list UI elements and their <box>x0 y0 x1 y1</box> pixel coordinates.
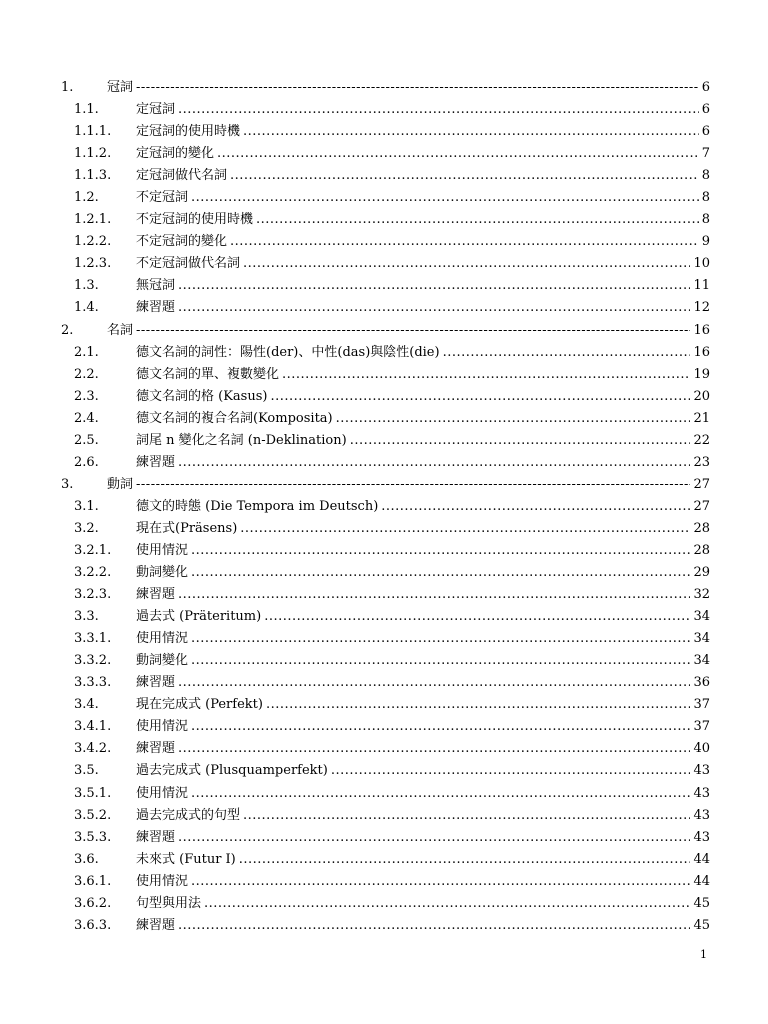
toc-entry-number: 3.6. <box>74 851 99 867</box>
toc-leader-dots <box>178 584 690 606</box>
toc-section-entry[interactable] <box>58 99 710 121</box>
toc-entry-page: 12 <box>693 300 710 316</box>
toc-section-entry[interactable] <box>58 915 710 937</box>
toc-entry-title: 無冠詞 <box>136 278 176 294</box>
toc-section-entry[interactable] <box>58 672 710 694</box>
toc-entry-number: 2.4. <box>74 410 99 426</box>
toc-section-entry[interactable] <box>58 496 710 518</box>
toc-entry-page: 43 <box>693 763 710 779</box>
toc-entry-number: 1.2.3. <box>74 256 112 272</box>
toc-entry-number: 3.5. <box>74 763 99 779</box>
toc-entry-page: 21 <box>693 410 710 426</box>
toc-section-entry[interactable] <box>58 121 710 143</box>
toc-leader-dots <box>191 562 690 584</box>
toc-entry-page: 8 <box>701 190 710 206</box>
toc-entry-title: 不定冠詞的變化 <box>136 234 228 250</box>
toc-entry-title: 定冠詞 <box>136 102 176 118</box>
toc-entry-title: 不定冠詞 <box>136 190 189 206</box>
toc-section-entry[interactable] <box>58 452 710 474</box>
toc-entry-page: 28 <box>693 520 710 536</box>
toc-entry-title: 不定冠詞做代名詞 <box>136 256 241 272</box>
toc-leader-dots <box>381 496 690 518</box>
toc-entry-page: 16 <box>693 322 710 338</box>
toc-entry-page: 44 <box>693 873 710 889</box>
toc-section-entry[interactable] <box>58 805 710 827</box>
toc-entry-title: 過去完成式的句型 <box>136 807 241 823</box>
toc-entry-number: 2.6. <box>74 454 99 470</box>
toc-entry-page: 8 <box>701 168 710 184</box>
toc-section-entry[interactable] <box>58 783 710 805</box>
toc-entry-page: 27 <box>693 498 710 514</box>
toc-section-entry[interactable] <box>58 694 710 716</box>
toc-entry-number: 2.3. <box>74 388 99 404</box>
toc-leader-dots <box>443 342 691 364</box>
toc-entry-number: 3. <box>61 476 74 492</box>
toc-entry-number: 3.4.2. <box>74 741 112 757</box>
toc-entry-number: 3.1. <box>74 498 99 514</box>
toc-entry-number: 3.2.1. <box>74 542 112 558</box>
toc-entry-number: 3.2.2. <box>74 565 112 581</box>
toc-entry-page: 9 <box>701 234 710 250</box>
toc-entry-page: 11 <box>693 278 710 294</box>
toc-entry-title: 定冠詞做代名詞 <box>136 168 228 184</box>
toc-section-entry[interactable] <box>58 716 710 738</box>
toc-entry-title: 練習題 <box>136 454 176 470</box>
toc-chapter-entry[interactable] <box>58 77 710 99</box>
toc-entry-number: 3.3. <box>74 609 99 625</box>
toc-leader-dots <box>204 893 690 915</box>
toc-leader-dots <box>240 518 690 540</box>
toc-entry-number: 3.5.2. <box>74 807 112 823</box>
toc-entry-title: 練習題 <box>136 675 176 691</box>
toc-chapter-entry[interactable] <box>58 320 710 342</box>
toc-entry-number: 1.1.2. <box>74 146 112 162</box>
toc-entry-title: 使用情況 <box>136 631 189 647</box>
toc-entry-number: 1.4. <box>74 300 99 316</box>
toc-entry-number: 3.6.3. <box>74 917 112 933</box>
toc-entry-page: 19 <box>693 366 710 382</box>
toc-section-entry[interactable] <box>58 540 710 562</box>
toc-leader-dots <box>191 187 699 209</box>
toc-entry-page: 34 <box>693 653 710 669</box>
toc-leader-dots <box>178 452 690 474</box>
toc-leader-dots <box>350 430 691 452</box>
toc-section-entry[interactable] <box>58 606 710 628</box>
toc-section-entry[interactable] <box>58 209 710 231</box>
toc-leader-dots <box>178 915 690 937</box>
toc-leader-dots <box>243 121 699 143</box>
toc-section-entry[interactable] <box>58 253 710 275</box>
toc-entry-title: 德文名詞的複合名詞(Komposita) <box>136 410 333 426</box>
toc-entry-title: 定冠詞的變化 <box>136 146 215 162</box>
toc-entry-title: 未來式 (Futur I) <box>136 851 236 867</box>
toc-entry-number: 1. <box>61 80 74 95</box>
toc-entry-title: 練習題 <box>136 300 176 316</box>
toc-section-entry[interactable] <box>58 871 710 893</box>
toc-entry-title: 德文名詞的格 (Kasus) <box>136 388 268 404</box>
toc-leader-dots <box>191 628 690 650</box>
toc-entry-number: 1.2.2. <box>74 234 112 250</box>
toc-section-entry[interactable] <box>58 760 710 782</box>
toc-entry-title: 練習題 <box>136 829 176 845</box>
toc-section-entry[interactable] <box>58 518 710 540</box>
toc-leader-dots <box>282 364 690 386</box>
toc-entry-title: 詞尾 n 變化之名詞 (n-Deklination) <box>136 432 347 448</box>
toc-entry-page: 27 <box>693 476 710 492</box>
table-of-contents <box>58 77 710 937</box>
toc-leader-dots <box>266 694 690 716</box>
toc-leader-dots <box>239 849 691 871</box>
toc-entry-page: 36 <box>693 675 710 691</box>
toc-leader-dots <box>270 386 690 408</box>
toc-entry-title: 德文的時態 (Die Tempora im Deutsch) <box>136 498 379 514</box>
toc-leader-dots <box>136 320 690 342</box>
toc-leader-dots <box>243 253 690 275</box>
toc-leader-dots <box>217 143 699 165</box>
toc-leader-dots <box>230 231 699 253</box>
toc-section-entry[interactable] <box>58 827 710 849</box>
toc-entry-page: 32 <box>693 587 710 603</box>
toc-entry-title: 不定冠詞的使用時機 <box>136 212 254 228</box>
toc-entry-page: 45 <box>693 917 710 933</box>
toc-section-entry[interactable] <box>58 408 710 430</box>
toc-entry-page: 20 <box>693 388 710 404</box>
toc-leader-dots <box>136 77 699 99</box>
toc-entry-number: 1.2. <box>74 190 99 206</box>
toc-entry-page: 10 <box>693 256 710 272</box>
toc-leader-dots <box>256 209 699 231</box>
toc-section-entry[interactable] <box>58 430 710 452</box>
toc-entry-number: 2.2. <box>74 366 99 382</box>
toc-entry-number: 3.6.2. <box>74 895 112 911</box>
toc-entry-title: 句型與用法 <box>136 895 202 911</box>
toc-section-entry[interactable] <box>58 165 710 187</box>
toc-entry-number: 3.3.1. <box>74 631 112 647</box>
toc-entry-title: 定冠詞的使用時機 <box>136 124 241 140</box>
toc-leader-dots <box>331 760 691 782</box>
toc-entry-title: 動詞 <box>107 476 134 492</box>
toc-leader-dots <box>178 275 690 297</box>
toc-entry-page: 16 <box>693 344 710 360</box>
toc-section-entry[interactable] <box>58 650 710 672</box>
toc-leader-dots <box>136 474 690 496</box>
toc-entry-page: 43 <box>693 807 710 823</box>
toc-leader-dots <box>178 297 690 319</box>
toc-entry-page: 44 <box>693 851 710 867</box>
toc-entry-number: 3.2.3. <box>74 587 112 603</box>
toc-entry-number: 3.4.1. <box>74 719 112 735</box>
toc-section-entry[interactable] <box>58 893 710 915</box>
toc-entry-page: 28 <box>693 542 710 558</box>
toc-entry-page: 22 <box>693 432 710 448</box>
toc-section-entry[interactable] <box>58 849 710 871</box>
toc-leader-dots <box>191 540 690 562</box>
toc-entry-page: 34 <box>693 631 710 647</box>
toc-entry-title: 過去式 (Präteritum) <box>136 609 262 625</box>
toc-entry-title: 練習題 <box>136 917 176 933</box>
toc-entry-title: 名詞 <box>107 322 134 338</box>
toc-entry-number: 3.3.3. <box>74 675 112 691</box>
toc-entry-title: 動詞變化 <box>136 565 189 581</box>
toc-entry-title: 使用情況 <box>136 873 189 889</box>
toc-section-entry[interactable] <box>58 187 710 209</box>
toc-entry-number: 2. <box>61 322 74 338</box>
toc-entry-title: 使用情況 <box>136 785 189 801</box>
toc-entry-number: 3.2. <box>74 520 99 536</box>
toc-leader-dots <box>178 99 699 121</box>
toc-entry-number: 3.6.1. <box>74 873 112 889</box>
page-number: 1 <box>700 948 707 961</box>
toc-chapter-entry[interactable] <box>58 474 710 496</box>
toc-section-entry[interactable] <box>58 297 710 319</box>
toc-entry-title: 現在式(Präsens) <box>136 520 238 536</box>
toc-entry-page: 43 <box>693 829 710 845</box>
toc-leader-dots <box>191 871 690 893</box>
toc-section-entry[interactable] <box>58 386 710 408</box>
toc-entry-title: 現在完成式 (Perfekt) <box>136 697 263 713</box>
toc-entry-title: 使用情況 <box>136 719 189 735</box>
toc-leader-dots <box>264 606 690 628</box>
toc-leader-dots <box>191 783 690 805</box>
toc-section-entry[interactable] <box>58 584 710 606</box>
toc-entry-title: 使用情況 <box>136 542 189 558</box>
toc-section-entry[interactable] <box>58 231 710 253</box>
toc-entry-page: 43 <box>693 785 710 801</box>
toc-entry-title: 練習題 <box>136 741 176 757</box>
toc-entry-number: 3.3.2. <box>74 653 112 669</box>
toc-entry-number: 1.1. <box>74 102 99 118</box>
toc-entry-title: 練習題 <box>136 587 176 603</box>
toc-entry-page: 8 <box>701 212 710 228</box>
toc-leader-dots <box>178 827 690 849</box>
toc-entry-page: 29 <box>693 565 710 581</box>
toc-entry-page: 6 <box>701 102 710 118</box>
toc-entry-number: 3.5.1. <box>74 785 112 801</box>
toc-entry-title: 過去完成式 (Plusquamperfekt) <box>136 763 328 779</box>
toc-entry-title: 德文名詞的單、複數變化 <box>136 366 280 382</box>
toc-leader-dots <box>230 165 699 187</box>
toc-entry-page: 7 <box>701 146 710 162</box>
toc-entry-number: 1.1.3. <box>74 168 112 184</box>
toc-section-entry[interactable] <box>58 364 710 386</box>
toc-entry-page: 23 <box>693 454 710 470</box>
toc-entry-number: 3.4. <box>74 697 99 713</box>
toc-entry-number: 3.5.3. <box>74 829 112 845</box>
toc-entry-page: 37 <box>693 719 710 735</box>
toc-section-entry[interactable] <box>58 143 710 165</box>
toc-entry-page: 6 <box>701 124 710 140</box>
toc-entry-title: 動詞變化 <box>136 653 189 669</box>
toc-entry-page: 45 <box>693 895 710 911</box>
toc-entry-page: 40 <box>693 741 710 757</box>
toc-section-entry[interactable] <box>58 342 710 364</box>
toc-section-entry[interactable] <box>58 562 710 584</box>
toc-leader-dots <box>191 650 690 672</box>
toc-entry-title: 德文名詞的詞性：陽性(der)、中性(das)與陰性(die) <box>136 344 440 360</box>
toc-entry-number: 1.1.1. <box>74 124 112 140</box>
toc-leader-dots <box>178 738 690 760</box>
toc-entry-title: 冠詞 <box>107 80 134 95</box>
toc-entry-page: 37 <box>693 697 710 713</box>
toc-entry-number: 1.2.1. <box>74 212 112 228</box>
toc-leader-dots <box>336 408 691 430</box>
toc-entry-page: 34 <box>693 609 710 625</box>
toc-entry-number: 2.5. <box>74 432 99 448</box>
toc-section-entry[interactable] <box>58 738 710 760</box>
toc-section-entry[interactable] <box>58 628 710 650</box>
toc-leader-dots <box>178 672 690 694</box>
toc-section-entry[interactable] <box>58 275 710 297</box>
toc-leader-dots <box>243 805 690 827</box>
toc-leader-dots <box>191 716 690 738</box>
toc-entry-page: 6 <box>701 80 710 95</box>
toc-entry-number: 2.1. <box>74 344 99 360</box>
toc-entry-number: 1.3. <box>74 278 99 294</box>
